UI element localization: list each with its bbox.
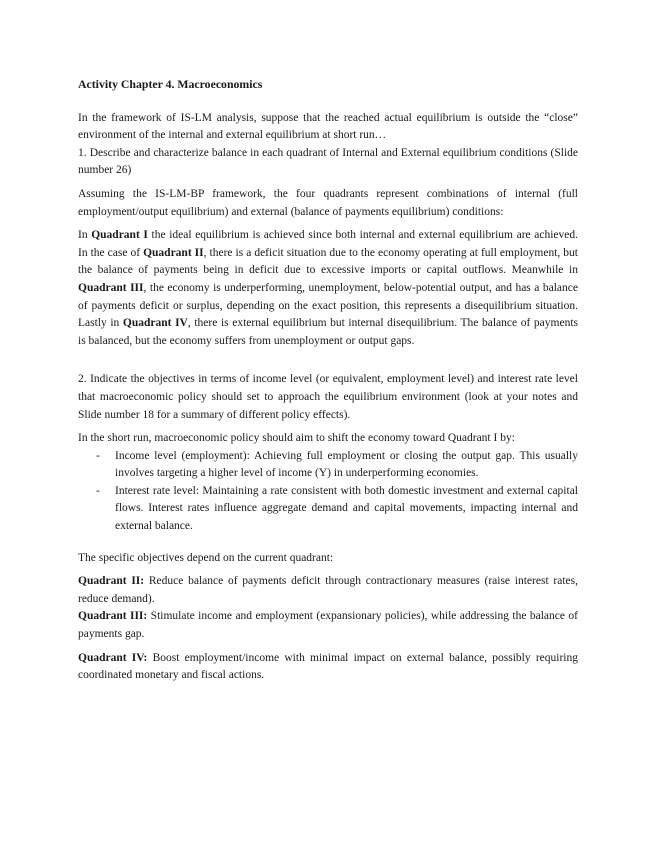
quadrant-label: Quadrant III: [78,610,148,623]
quadrant-text: Stimulate income and employment (expansionary policies), while addressing the balance of payments gap. [78,610,578,641]
question-2: 2. Indicate the objectives in terms of income level (or equivalent, employment level) and interest rate level that macroeconomic policy should set to approach the equilibrium environment (look at your notes and Slide number 18 for a summary of different policy effects). [78,373,578,421]
dash-bullet: - [96,484,100,497]
quadrant-i-label: Quadrant I [91,229,148,242]
document-title: Activity Chapter 4. Macroeconomics [78,77,263,91]
quadrant-iii-objective [78,608,578,643]
quadrant-text: Reduce balance of payments deficit through contractionary measures (raise interest rates, reduce demand). [78,575,578,605]
answer-1-text: In [78,229,92,242]
quadrant-ii-objective [78,573,578,608]
quadrant-text: Boost employment/income with minimal impact on external balance, possibly requiring coordinated monetary and fiscal actions. [78,651,578,682]
quadrant-iii-label: Quadrant III [78,281,144,294]
answer-1-body [78,227,578,350]
answer-1-text: , there is a deficit situation due to the economy operating at full employment, but the balance of payments being in deficit due to excessive imports or capital outflows. Meanwhile in [78,246,579,277]
specific-objectives-intro: The specific objectives depend on the current quadrant: [78,551,334,564]
answer-1-intro: Assuming the IS-LM-BP framework, the four quadrants represent combinations of internal (full employment/output equilibrium) and external (balance of payments equilibrium) conditions: [78,187,578,218]
list-item-text: Income level (employment): Achieving full employment or closing the output gap. This usually involves targeting a higher level of income (Y) in underperforming economies. [115,449,578,480]
quadrant-iv-objective [78,650,578,685]
answer-1-text: the ideal equilibrium is achieved since both internal and external equilibrium are achieved. In the case of [78,229,578,259]
answer-1-text: , there is external equilibrium but internal disequilibrium. The balance of payments is balanced, but the economy suffers from unemployment or output gaps. [78,317,578,347]
document-page [78,76,578,685]
intro-paragraph: In the framework of IS-LM analysis, suppose that the reached actual equilibrium is outside the “close” environment of the internal and external equilibrium at short run… [78,111,578,142]
question-1: 1. Describe and characterize balance in each quadrant of Internal and External equilibrium conditions (Slide number 26) [78,146,578,177]
dash-bullet: - [96,449,100,462]
list-item [78,448,578,483]
quadrant-label: Quadrant II: [78,575,145,588]
answer-1-text: , the economy is underperforming, unemployment, below-potential output, and has a balance of payments deficit or surplus, depending on the exact position, this represents a disequilibrium situation. Lastly in [78,281,578,330]
quadrant-iv-label: Quadrant IV [122,317,188,330]
quadrant-label: Quadrant IV: [78,651,148,664]
quadrant-ii-label: Quadrant II [143,246,204,259]
list-item [78,483,578,536]
list-item-text: Interest rate level: Maintaining a rate consistent with both domestic investment and external capital flows. Interest rates influence aggregate demand and capital movements, impacting internal and external balance. [115,484,578,533]
answer-2-intro: In the short run, macroeconomic policy should aim to shift the economy toward Quadrant I by: [78,432,515,445]
objectives-list [78,448,578,536]
